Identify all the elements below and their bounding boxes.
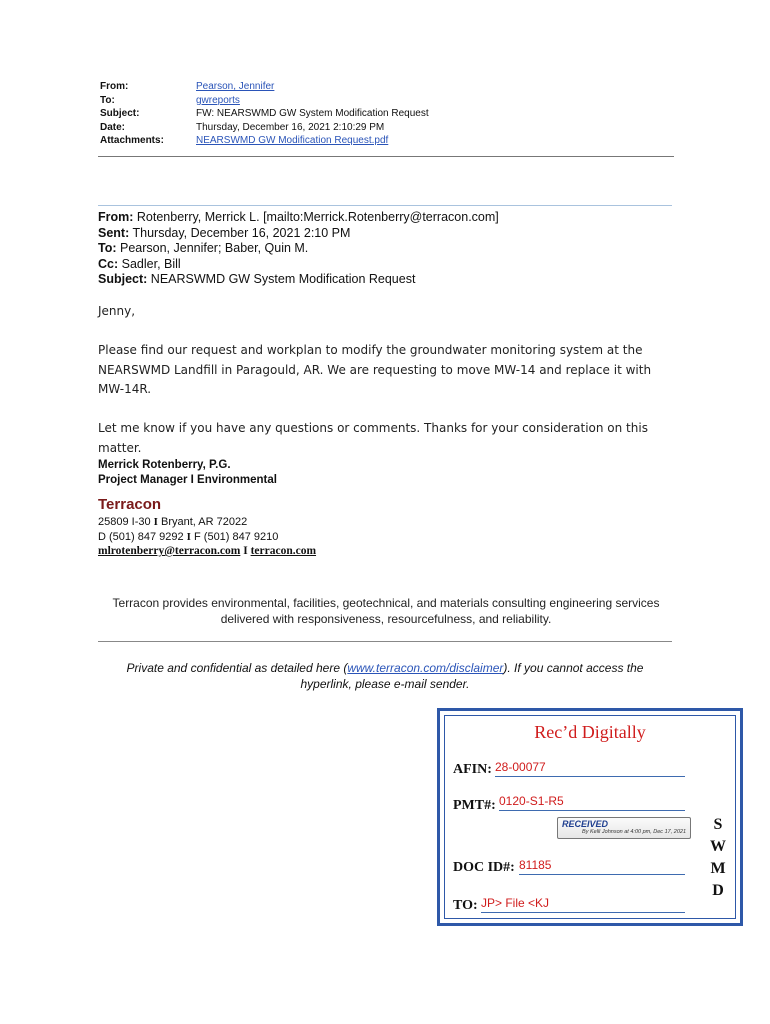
- date-value: Thursday, December 16, 2021 2:10:29 PM: [196, 121, 385, 133]
- greeting: Jenny,: [98, 304, 136, 318]
- fwd-subject-value: NEARSWMD GW System Modification Request: [147, 272, 416, 286]
- fwd-sent-value: Thursday, December 16, 2021 2:10 PM: [129, 225, 351, 240]
- side-letter-m: M: [710, 860, 726, 877]
- pmt-row: [453, 794, 564, 814]
- to-label: To:: [100, 94, 115, 106]
- privacy-notice: [100, 660, 670, 692]
- fwd-cc-label: Cc:: [98, 256, 119, 271]
- from-link[interactable]: Pearson, Jennifer: [196, 81, 275, 92]
- attachments-label: Attachments:: [100, 135, 164, 146]
- fwd-from-label: From:: [98, 210, 134, 224]
- signature-contacts: [98, 545, 316, 557]
- forward-divider: [98, 205, 672, 206]
- stamp-inner-border: [444, 715, 736, 919]
- company-tagline: Terracon provides environmental, facilities, geotechnical, and materials consulting engineering services delivered with responsiveness, resourcefulness, and reliability.: [112, 596, 660, 626]
- date-label: Date:: [100, 121, 126, 133]
- signature-title: Project Manager I Environmental: [98, 474, 277, 486]
- side-letters: [709, 814, 727, 902]
- received-detail: By Kelli Johnson at 4:00 pm, Dec 17, 2021: [582, 829, 686, 835]
- phone-direct: D (501) 847 9292: [98, 530, 187, 543]
- fwd-to-value: Pearson, Jennifer; Baber, Quin M.: [116, 241, 309, 255]
- side-letter-d: D: [712, 882, 724, 899]
- fwd-from-value: Rotenberry, Merrick L. [mailto:Merrick.Rotenberry@terracon.com]: [133, 210, 499, 224]
- fwd-subject-label: Subject:: [98, 272, 148, 286]
- address-separator: I: [153, 516, 158, 528]
- email-link[interactable]: mlrotenberry@terracon.com: [98, 545, 241, 557]
- from-label: From:: [100, 81, 129, 92]
- stamp-title: Rec’d Digitally: [534, 722, 646, 742]
- body-paragraph-2: Let me know if you have any questions or comments. Thanks for your consideration on this matter.: [98, 421, 648, 455]
- company-name: Terracon: [98, 496, 162, 513]
- body-paragraph-1: Please find our request and workplan to modify the groundwater monitoring system at the NEARSWMD Landfill in Paragould, AR. We are requesting to move MW-14 and replace it with MW-14R.: [98, 343, 652, 396]
- fwd-to-label: To:: [98, 241, 117, 255]
- footer-divider: [98, 641, 672, 642]
- side-letter-w: W: [710, 838, 726, 855]
- website-link[interactable]: terracon.com: [250, 545, 317, 557]
- forwarded-header: [98, 210, 499, 288]
- disclaimer-link[interactable]: www.terracon.com/disclaimer: [347, 661, 504, 675]
- signature-name: Merrick Rotenberry, P.G.: [98, 459, 231, 471]
- phone-separator: I: [186, 530, 191, 543]
- fwd-sent-label: Sent:: [98, 225, 130, 240]
- side-letter-s: S: [713, 816, 723, 833]
- stamp-to-value: JP> File <KJ: [481, 896, 685, 913]
- address-street: 25809 I-30: [98, 516, 154, 528]
- received-label: RECEIVED: [562, 819, 609, 829]
- subject-value: FW: NEARSWMD GW System Modification Request: [196, 108, 429, 119]
- signature-block: [98, 458, 277, 488]
- fwd-cc-value: Sadler, Bill: [118, 256, 181, 271]
- subject-label: Subject:: [100, 108, 140, 119]
- pmt-value: 0120-S1-R5: [499, 794, 685, 811]
- email-header: [100, 80, 429, 148]
- phone-fax: F (501) 847 9210: [190, 530, 279, 543]
- received-stamp: [437, 708, 743, 926]
- afin-value: 28-00077: [495, 760, 685, 777]
- signature-address: [98, 515, 278, 544]
- afin-label: AFIN:: [453, 762, 492, 777]
- received-badge: [557, 817, 691, 839]
- docid-row: [453, 858, 552, 876]
- address-city: Bryant, AR 72022: [157, 516, 248, 528]
- afin-row: [453, 760, 546, 778]
- header-divider: [98, 156, 674, 157]
- pmt-label: PMT#:: [453, 798, 496, 813]
- privacy-text-after: ). If you cannot access the hyperlink, please e-mail sender.: [300, 661, 644, 691]
- to-link[interactable]: gwreports: [196, 94, 240, 106]
- to-row: [453, 896, 550, 914]
- privacy-text-before: Private and confidential as detailed here (: [126, 661, 348, 675]
- docid-label: DOC ID#:: [453, 860, 515, 875]
- attachment-link[interactable]: NEARSWMD GW Modification Request.pdf: [196, 135, 389, 146]
- docid-value: 81185: [519, 858, 685, 875]
- stamp-to-label: TO:: [453, 898, 478, 913]
- contact-separator: I: [240, 545, 251, 557]
